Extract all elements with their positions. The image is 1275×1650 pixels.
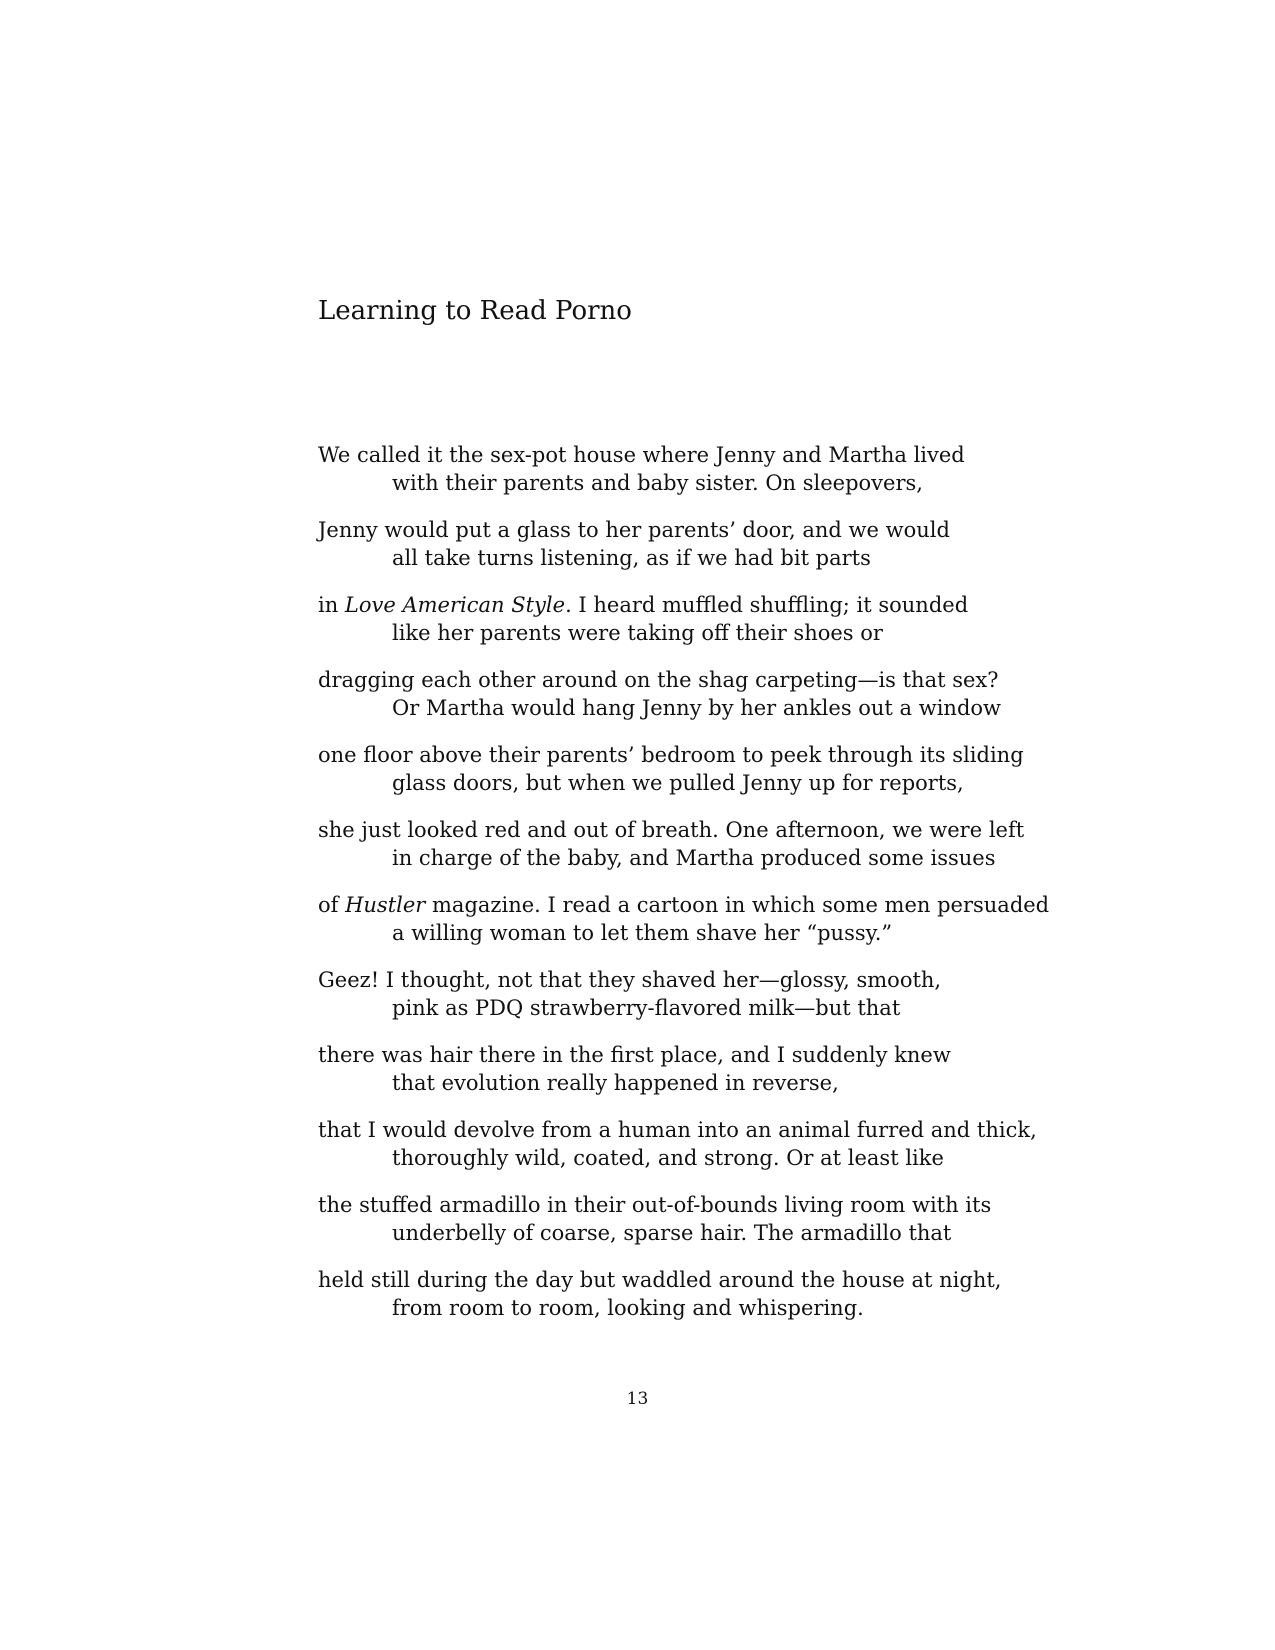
line-text: underbelly of coarse, sparse hair. The armadillo that <box>392 1221 952 1245</box>
line-text: all take turns listening, as if we had bit parts <box>392 546 871 570</box>
line-text: magazine. I read a cartoon in which some men persuaded <box>425 893 1050 917</box>
italic-title-text: Hustler <box>345 893 426 917</box>
stanza <box>318 1116 1038 1191</box>
line-text: thoroughly wild, coated, and strong. Or at least like <box>392 1146 944 1170</box>
line-text: there was hair there in the first place, and I suddenly knew <box>318 1043 951 1067</box>
poem-title: Learning to Read Porno <box>318 296 632 326</box>
poem-line-indented <box>318 1144 1038 1172</box>
poem-line-indented <box>318 994 1038 1022</box>
poem-line-indented <box>318 844 1038 872</box>
poem-line <box>318 1191 1038 1219</box>
poem-line-indented <box>318 544 1038 572</box>
poem-line-indented <box>318 1219 1038 1247</box>
stanza <box>318 1266 1038 1341</box>
poem-line <box>318 891 1050 919</box>
line-text: Geez! I thought, not that they shaved her—glossy, smooth, <box>318 968 942 992</box>
stanza <box>318 816 1038 891</box>
line-text: the stuffed armadillo in their out-of-bounds living room with its <box>318 1193 992 1217</box>
poem-line <box>318 816 1038 844</box>
line-text: glass doors, but when we pulled Jenny up for reports, <box>392 771 964 795</box>
poem-line-indented <box>318 694 1038 722</box>
poem-line <box>318 516 1038 544</box>
line-text: of <box>318 893 346 917</box>
stanza <box>318 516 1038 591</box>
line-text: in <box>318 593 345 617</box>
poem-line <box>318 591 1038 619</box>
poem-line-indented <box>318 919 1038 947</box>
poem-line-indented <box>318 1294 1038 1322</box>
stanza <box>318 891 1050 966</box>
line-text: in charge of the baby, and Martha produced some issues <box>392 846 996 870</box>
stanza <box>318 441 1038 516</box>
poem-body <box>318 441 1050 1341</box>
line-text: that I would devolve from a human into an animal furred and thick, <box>318 1118 1037 1142</box>
poem-line <box>318 966 1038 994</box>
line-text: Or Martha would hang Jenny by her ankles out a window <box>392 696 1002 720</box>
line-text: with their parents and baby sister. On sleepovers, <box>392 471 923 495</box>
stanza <box>318 741 1038 816</box>
stanza <box>318 591 1038 666</box>
poem-line <box>318 741 1038 769</box>
line-text: Jenny would put a glass to her parents’ door, and we would <box>318 518 950 542</box>
poem-line <box>318 1116 1038 1144</box>
line-text: a willing woman to let them shave her “pussy.” <box>392 921 893 945</box>
line-text: held still during the day but waddled around the house at night, <box>318 1268 1002 1292</box>
line-text: like her parents were taking off their shoes or <box>392 621 883 645</box>
line-text: dragging each other around on the shag carpeting—is that sex? <box>318 668 999 692</box>
stanza <box>318 666 1038 741</box>
stanza <box>318 1041 1038 1116</box>
line-text: she just looked red and out of breath. One afternoon, we were left <box>318 818 1025 842</box>
page-number: 13 <box>626 1389 649 1409</box>
line-text: from room to room, looking and whispering. <box>392 1296 864 1320</box>
line-text: one floor above their parents’ bedroom to peek through its sliding <box>318 743 1024 767</box>
poem-line <box>318 1041 1038 1069</box>
poem-line-indented <box>318 1069 1038 1097</box>
poem-line-indented <box>318 469 1038 497</box>
poem-line-indented <box>318 619 1038 647</box>
poem-line <box>318 441 1038 469</box>
stanza <box>318 966 1038 1041</box>
line-text: pink as PDQ strawberry-flavored milk—but that <box>392 996 901 1020</box>
stanza <box>318 1191 1038 1266</box>
poem-line <box>318 1266 1038 1294</box>
poem-line <box>318 666 1038 694</box>
poem-line-indented <box>318 769 1038 797</box>
line-text: We called it the sex-pot house where Jenny and Martha lived <box>318 443 965 467</box>
italic-title-text: Love American Style <box>344 593 566 617</box>
line-text: that evolution really happened in reverse, <box>392 1071 839 1095</box>
line-text: . I heard muffled shuffling; it sounded <box>565 593 969 617</box>
